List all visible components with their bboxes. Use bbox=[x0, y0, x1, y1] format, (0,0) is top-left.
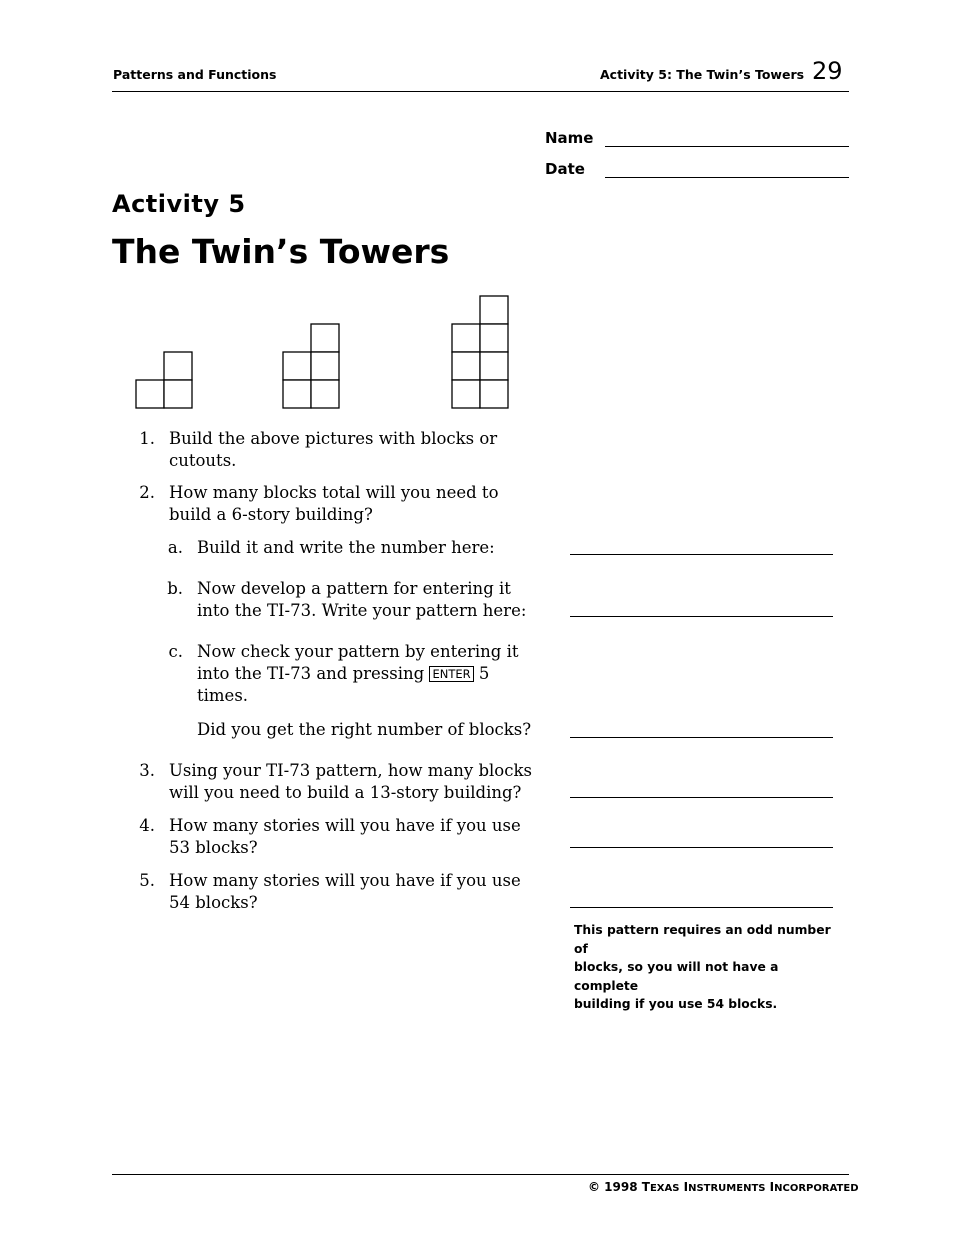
answer-line-5[interactable] bbox=[570, 907, 833, 908]
question-2c-followup: Did you get the right number of blocks? bbox=[197, 720, 532, 739]
question-2c-letter: c. bbox=[168, 642, 183, 661]
question-2a-letter: a. bbox=[167, 538, 183, 557]
name-label: Name bbox=[545, 129, 594, 147]
block bbox=[136, 380, 164, 408]
enter-key-icon: ENTER bbox=[429, 666, 473, 682]
activity-number: Activity 5 bbox=[112, 190, 246, 218]
question-2c-text: Now check your pattern by entering it into the TI-73 and pressing ENTER 5 times. bbox=[197, 642, 519, 705]
page-title: The Twin’s Towers bbox=[112, 232, 450, 271]
tower-1-illustration bbox=[135, 351, 193, 409]
question-3-text: Using your TI-73 pattern, how many blocks will you need to build a 13-story building? bbox=[169, 761, 532, 802]
footer-rule bbox=[112, 1174, 849, 1175]
block bbox=[283, 352, 311, 380]
date-label: Date bbox=[545, 160, 585, 178]
block bbox=[164, 352, 192, 380]
block bbox=[311, 324, 339, 352]
block bbox=[164, 380, 192, 408]
running-header-right: Activity 5: The Twin’s Towers bbox=[600, 67, 805, 82]
date-field[interactable] bbox=[605, 177, 849, 178]
question-5-number: 5. bbox=[139, 871, 155, 890]
name-field[interactable] bbox=[605, 146, 849, 147]
question-5-text: How many stories will you have if you use 54 blocks? bbox=[169, 871, 521, 912]
block bbox=[480, 352, 508, 380]
answer-line-4[interactable] bbox=[570, 847, 833, 848]
question-1-text: Build the above pictures with blocks or cutouts. bbox=[169, 429, 498, 470]
answer-line-2c[interactable] bbox=[570, 737, 833, 738]
page-number: 29 bbox=[812, 57, 843, 85]
block bbox=[311, 380, 339, 408]
block bbox=[480, 380, 508, 408]
block bbox=[452, 324, 480, 352]
question-4-number: 4. bbox=[139, 816, 155, 835]
block bbox=[480, 324, 508, 352]
question-2a-text: Build it and write the number here: bbox=[197, 538, 495, 557]
answer-line-2b[interactable] bbox=[570, 616, 833, 617]
copyright-footer: © 1998 TEXAS INSTRUMENTS INCORPORATED bbox=[588, 1180, 859, 1194]
answer-note: This pattern requires an odd number of blocks, so you will not have a complete building if you use 54 blocks. bbox=[574, 923, 831, 1011]
question-2b-letter: b. bbox=[167, 579, 183, 598]
tower-3-illustration bbox=[451, 295, 509, 409]
block bbox=[452, 380, 480, 408]
answer-line-2a[interactable] bbox=[570, 554, 833, 555]
question-4-text: How many stories will you have if you use 53 blocks? bbox=[169, 816, 521, 857]
tower-2-illustration bbox=[282, 323, 340, 409]
question-2-number: 2. bbox=[139, 483, 155, 502]
block bbox=[452, 352, 480, 380]
question-1-number: 1. bbox=[139, 429, 155, 448]
question-2-text: How many blocks total will you need to build a 6-story building? bbox=[169, 483, 499, 524]
answer-line-3[interactable] bbox=[570, 797, 833, 798]
block bbox=[480, 296, 508, 324]
block bbox=[311, 352, 339, 380]
question-3-number: 3. bbox=[139, 761, 155, 780]
header-rule bbox=[112, 91, 849, 92]
running-header-left: Patterns and Functions bbox=[113, 67, 277, 82]
question-2b-text: Now develop a pattern for entering it into the TI-73. Write your pattern here: bbox=[197, 579, 527, 620]
block bbox=[283, 380, 311, 408]
